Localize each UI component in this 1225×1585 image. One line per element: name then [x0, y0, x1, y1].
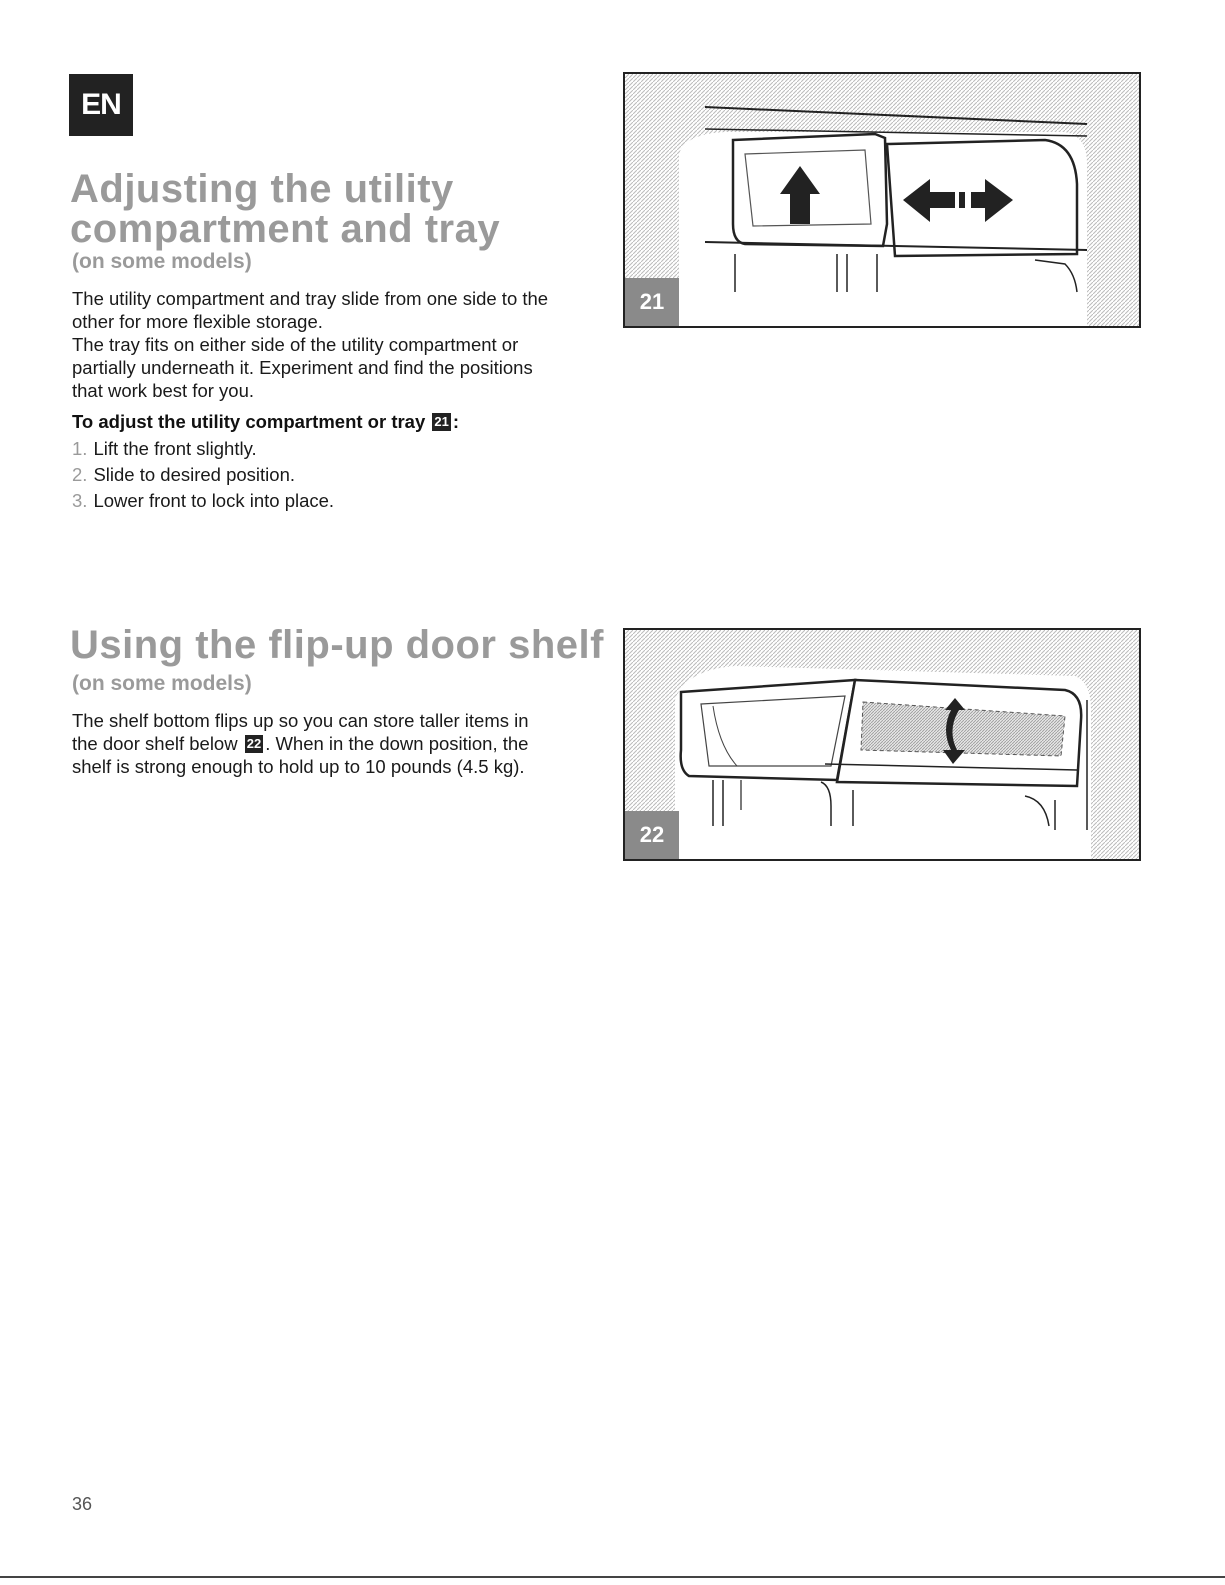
figure-22 [623, 628, 1141, 861]
section1-para-line: The utility compartment and tray slide from one side to the [72, 288, 549, 309]
list-item [72, 462, 334, 488]
step-text: Lift the front slightly. [93, 438, 257, 459]
section1-para-line: that work best for you. [72, 380, 255, 401]
language-badge: EN [69, 74, 133, 136]
step-number: 1. [72, 438, 88, 459]
figure-ref-badge: 22 [246, 736, 262, 751]
figure-ref-badge: 21 [434, 414, 449, 429]
page-number: 36 [72, 1494, 93, 1514]
figure-number-badge: 22 [625, 811, 679, 859]
para-text: the door shelf below [72, 733, 243, 754]
section2-para-line [72, 709, 592, 732]
section2-para-line [72, 755, 592, 778]
step-text: Lower front to lock into place. [93, 490, 335, 511]
section1-para-line: other for more flexible storage. [72, 311, 323, 332]
figure-21 [623, 72, 1141, 328]
section2-paragraph [72, 709, 592, 778]
section2-subtitle: (on some models) [72, 672, 252, 695]
bottom-divider [0, 1576, 1225, 1578]
para-text: shelf is strong enough to hold up to 10 pounds (4.5 kg). [72, 756, 525, 777]
steps-heading [72, 411, 459, 433]
section2-para-line [72, 732, 592, 755]
step-number: 3. [72, 490, 88, 511]
step-number: 2. [72, 464, 88, 485]
list-item [72, 436, 334, 462]
utility-compartment-illustration [625, 74, 1141, 328]
section1-para-line: partially underneath it. Experiment and find the positions [72, 357, 533, 378]
list-item [72, 488, 334, 514]
para-text: The shelf bottom flips up so you can store taller items in [72, 710, 529, 731]
step-text: Slide to desired position. [93, 464, 296, 485]
figure-number-badge: 21 [625, 278, 679, 326]
steps-heading-suffix: : [452, 411, 460, 432]
para-text: . When in the down position, the [265, 733, 529, 754]
section2-title: Using the flip-up door shelf [70, 623, 604, 667]
flip-up-shelf-illustration [625, 630, 1141, 861]
section1-para-line: The tray fits on either side of the utility compartment or [72, 334, 519, 355]
section1-paragraph [72, 287, 592, 402]
section1-subtitle: (on some models) [72, 250, 252, 273]
steps-heading-text: To adjust the utility compartment or tray [72, 411, 426, 432]
section1-title-line2: compartment and tray [70, 207, 501, 251]
steps-list [72, 436, 334, 514]
section1-title-line1: Adjusting the utility [70, 167, 454, 211]
